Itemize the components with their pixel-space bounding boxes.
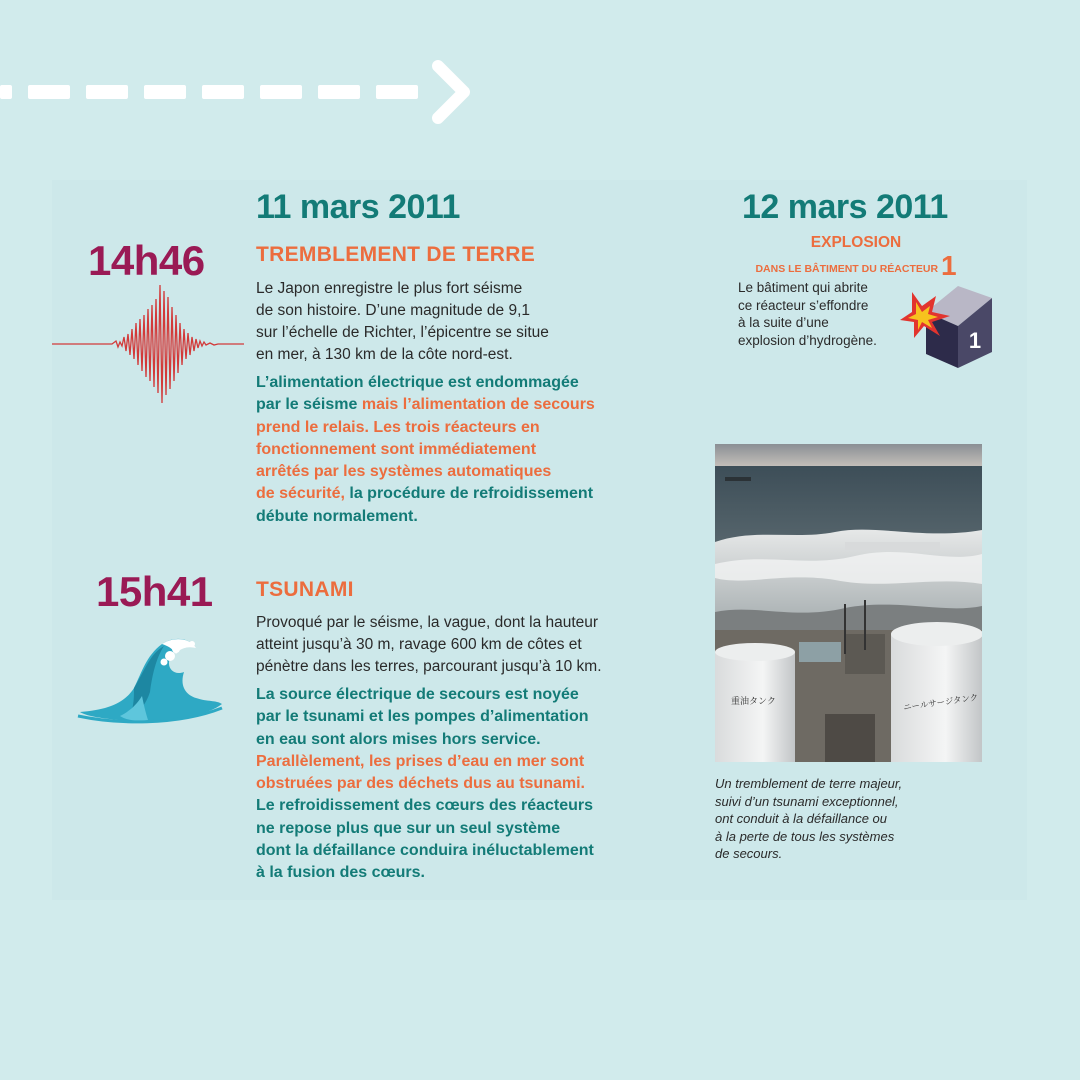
explosion-description: Le bâtiment qui abrite ce réacteur s’effondre à la suite d’une explosion d’hydrogène. — [738, 280, 877, 348]
earthquake-description: Le Japon enregistre le plus fort séisme de son histoire. D’une magnitude de 9,1 sur l’échelle de Richter, l’épicentre se situe en mer, à 130 km de la côte nord-est. — [256, 280, 549, 363]
wave-icon — [76, 632, 224, 726]
date-11-mars: 11 mars 2011 — [256, 188, 460, 226]
reactor-number-text: 1 — [968, 328, 982, 353]
date-12-mars: 12 mars 2011 — [742, 188, 948, 226]
earthquake-time: 14h46 — [88, 237, 205, 284]
earthquake-consequences: L’alimentation électrique est endommagée par le séisme mais l’alimentation de secours prend le relais. Les trois réacteurs en fonctionnement sont immédiatement arrêtés par les systèmes automatiques de sécurité, la procédure de refroidissement débute normalement. — [256, 374, 595, 525]
tsunami-photo — [715, 444, 982, 762]
dashed-arrow-icon — [0, 58, 490, 128]
tsunami-title: TSUNAMI — [256, 578, 354, 601]
tsunami-time: 15h41 — [96, 568, 213, 615]
tsunami-description: Provoqué par le séisme, la vague, dont la hauteur atteint jusqu’à 30 m, ravage 600 km de côtes et pénètre dans les terres, parcourant jusqu’à 10 km. — [256, 614, 602, 675]
tank-left-label: 重油タンク — [731, 697, 776, 707]
explosion-title: EXPLOSION DANS LE BÂTIMENT DU RÉACTEUR 1 — [755, 234, 957, 281]
photo-caption: Un tremblement de terre majeur, suivi d’un tsunami exceptionnel, ont conduit à la défaillance ou à la perte de tous les systèmes de secours. — [715, 776, 903, 861]
tsunami-consequences: La source électrique de secours est noyée par le tsunami et les pompes d’alimentation en eau sont alors mises hors service. Parallèlement, les prises d’eau en mer sont obstruées par des déchets dus au tsunami. Le refroidissement des cœurs des réacteurs ne repose plus que sur un seul système dont la défaillance conduira inéluctablement à la fusion des cœurs. — [256, 686, 594, 882]
earthquake-title: TREMBLEMENT DE TERRE — [256, 243, 535, 266]
seismograph-icon — [52, 285, 244, 403]
tank-right-label: ニールサージタンク — [902, 692, 979, 714]
tank-right — [891, 622, 982, 762]
reactor-building-icon — [898, 282, 994, 372]
tank-left — [715, 643, 795, 762]
